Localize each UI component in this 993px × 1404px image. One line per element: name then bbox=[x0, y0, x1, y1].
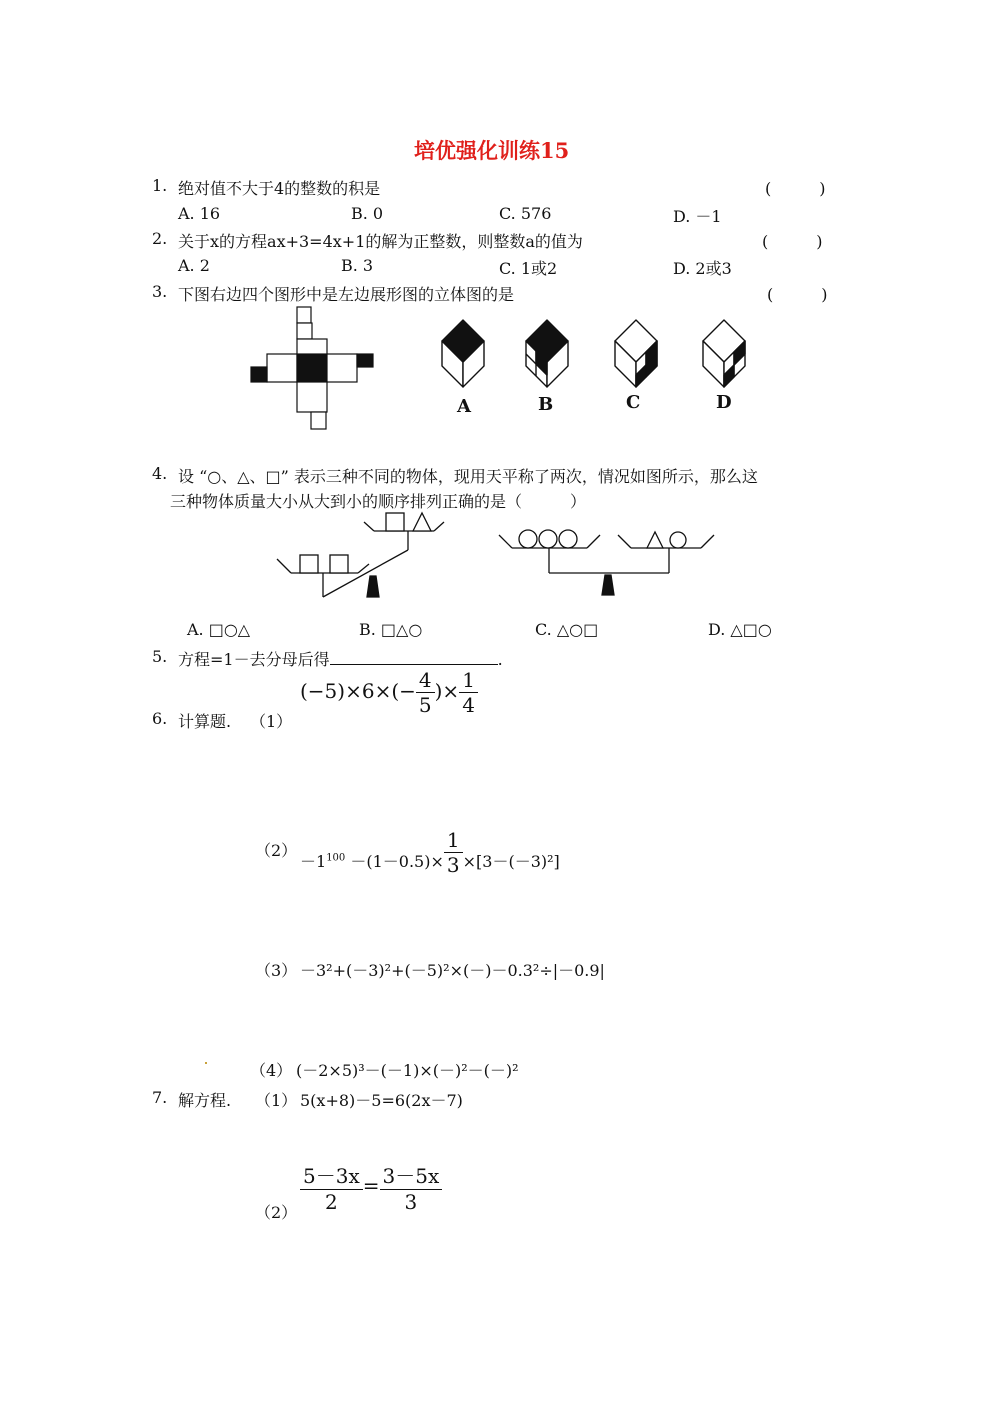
q4-option-b: B. □△○ bbox=[359, 620, 423, 639]
q7-p2-left-denominator: 2 bbox=[325, 1190, 338, 1214]
balance-scale-1-diagram bbox=[276, 508, 456, 604]
q6-p1-fraction-2 bbox=[459, 668, 478, 717]
q6-p1-f1-numerator: 4 bbox=[416, 668, 435, 693]
q6-part2-expression bbox=[300, 828, 560, 887]
q3-number: 3. bbox=[152, 282, 168, 301]
q6-p1-f1-denominator: 5 bbox=[418, 693, 432, 717]
q6-p1-text-b: )× bbox=[434, 679, 460, 703]
cube-label-c: C bbox=[626, 392, 641, 413]
q6-part4-label: （4） bbox=[250, 1061, 293, 1080]
q7-label: 解方程. bbox=[178, 1091, 232, 1110]
q1-text: 绝对值不大于4的整数的积是 bbox=[178, 179, 381, 198]
q6-p2-denominator: 3 bbox=[446, 853, 460, 877]
cube-label-d: D bbox=[716, 392, 732, 413]
q2-text: 关于x的方程ax+3=4x+1的解为正整数，则整数a的值为 bbox=[178, 232, 583, 251]
q1-answer-paren: ( ) bbox=[765, 179, 826, 198]
cube-option-a-icon bbox=[440, 319, 486, 389]
q6-part2-label: （2） bbox=[255, 841, 298, 860]
q6-part4-expression: (－2×5)³－(－1)×(－)²－(－)² bbox=[296, 1061, 519, 1080]
q3-answer-paren: ( ) bbox=[767, 285, 828, 304]
q2-number: 2. bbox=[152, 229, 168, 248]
q6-part1-expression bbox=[300, 668, 478, 717]
q4-text-line2: 三种物体质量大小从大到小的顺序排列正确的是（ ） bbox=[170, 492, 587, 511]
q1-number: 1. bbox=[152, 176, 168, 195]
q4-option-d: D. △□○ bbox=[708, 620, 772, 639]
q7-part2-label: （2） bbox=[255, 1203, 298, 1222]
q4-number: 4. bbox=[152, 464, 168, 483]
q4-text-line1: 设 “○、△、□” 表示三种不同的物体，现用天平称了两次，情况如图所示，那么这 bbox=[178, 467, 758, 486]
q7-part2-equation bbox=[300, 1160, 442, 1214]
cube-option-c-icon bbox=[613, 319, 659, 389]
q4-option-a: A. □○△ bbox=[187, 620, 251, 639]
q5-end: . bbox=[497, 650, 503, 669]
q7-p2-right-denominator: 3 bbox=[404, 1190, 418, 1214]
q5-number: 5. bbox=[152, 647, 168, 666]
q6-label: 计算题. bbox=[178, 712, 232, 731]
q5-text: 方程=1－去分母后得 bbox=[178, 650, 330, 669]
balance-scale-2-diagram bbox=[498, 524, 718, 596]
q3-text: 下图右边四个图形中是左边展形图的立体图的是 bbox=[178, 285, 515, 304]
q1-option-a: A. 16 bbox=[178, 204, 221, 223]
q6-part1-label: （1） bbox=[250, 712, 293, 731]
q2-option-b: B. 3 bbox=[341, 256, 374, 275]
cube-net-diagram bbox=[250, 306, 375, 430]
q7-p2-left-fraction bbox=[300, 1160, 363, 1214]
q6-part3-label: （3） bbox=[255, 961, 298, 980]
q6-number: 6. bbox=[152, 709, 168, 728]
q2-option-a: A. 2 bbox=[178, 256, 210, 275]
q2-option-c: C. 1或2 bbox=[499, 259, 558, 278]
q7-p2-equals: = bbox=[362, 1173, 380, 1198]
q6-p2-numerator: 1 bbox=[444, 828, 463, 853]
q6-p2-exponent: 100 bbox=[326, 852, 346, 864]
q7-p2-right-fraction bbox=[380, 1160, 443, 1214]
q2-option-d: D. 2或3 bbox=[673, 259, 732, 278]
cube-option-d-icon bbox=[701, 319, 747, 389]
cube-label-a: A bbox=[457, 396, 471, 417]
q7-p2-left-numerator: 5－3x bbox=[300, 1160, 363, 1190]
q6-p1-f2-numerator: 1 bbox=[459, 668, 478, 693]
q7-p2-right-numerator: 3－5x bbox=[380, 1160, 443, 1190]
q7-part1-expression: 5(x+8)－5=6(2x－7) bbox=[300, 1091, 463, 1110]
q1-option-b: B. 0 bbox=[351, 204, 384, 223]
q4-option-c: C. △○□ bbox=[535, 620, 599, 639]
q5-text-line bbox=[178, 647, 503, 670]
q1-option-d: D. －1 bbox=[673, 207, 722, 226]
q6-p2-pre: －1 bbox=[300, 852, 327, 871]
q6-p2-fraction bbox=[444, 828, 463, 877]
q6-p1-f2-denominator: 4 bbox=[462, 693, 475, 717]
q7-part1-label: （1） bbox=[255, 1091, 298, 1110]
q6-part3-expression: －3²+(－3)²+(－5)²×(－)－0.3²÷|－0.9| bbox=[300, 961, 605, 980]
q6-p1-text-a: (−5)×6×(− bbox=[300, 679, 416, 703]
cube-label-b: B bbox=[538, 394, 554, 415]
q1-option-c: C. 576 bbox=[499, 204, 552, 223]
cube-option-b-icon bbox=[524, 319, 570, 389]
q7-number: 7. bbox=[152, 1088, 168, 1107]
q6-p2-mid: －(1－0.5)× bbox=[345, 852, 444, 871]
stray-dot bbox=[205, 1062, 207, 1064]
q2-answer-paren: ( ) bbox=[762, 232, 823, 251]
q5-answer-blank bbox=[330, 650, 498, 665]
q6-p1-fraction-1 bbox=[416, 668, 435, 717]
q6-p2-post: ×[3－(－3)²] bbox=[462, 852, 560, 871]
page-title: 培优强化训练15 bbox=[414, 138, 570, 163]
